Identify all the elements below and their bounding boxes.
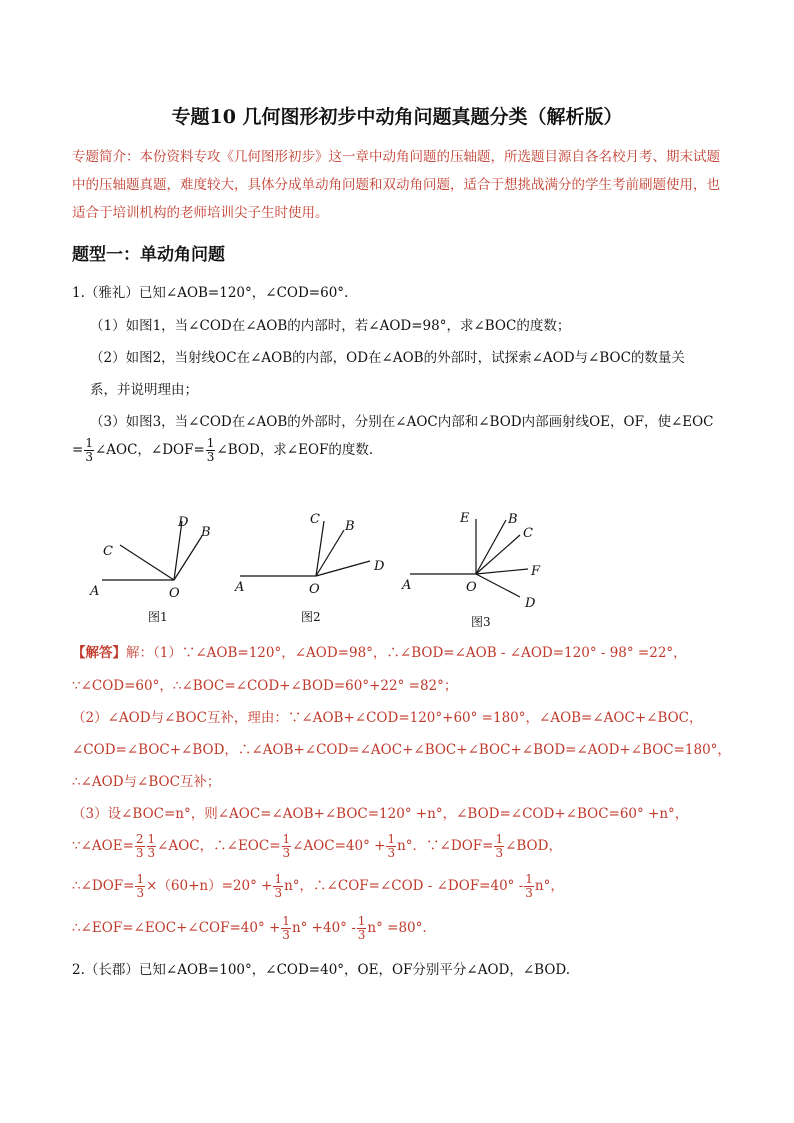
ray-OB — [476, 520, 506, 574]
ray-OB — [174, 536, 202, 580]
text-fragment: 解：（1）∵∠AOB=120°，∠AOD=98°，∴∠BOD=∠AOB - ∠AOD=120° - 98° =22°， — [126, 645, 687, 661]
text-fragment: ∴∠DOF= — [72, 878, 135, 894]
answer-line-4: ∠COD=∠BOC+∠BOD，∴∠AOB+∠COD=∠AOC+∠BOC+∠BOC+∠BOD=∠AOD+∠BOC=180°， — [72, 742, 731, 758]
text-fragment: ×（60+n）=20° + — [146, 878, 273, 894]
question-1-part-3a: （3）如图3，当∠COD在∠AOB的外部时，分别在∠AOC内部和∠BOD内部画射线OE，OF，使∠EOC — [90, 414, 714, 430]
numerator: 1 — [282, 832, 291, 846]
fraction — [147, 833, 157, 860]
numerator: 2 — [135, 832, 144, 846]
label-D: D — [178, 515, 189, 530]
label-A: A — [90, 584, 100, 599]
answer-tag: 【解答】 — [72, 645, 126, 661]
denominator: 3 — [85, 450, 93, 464]
question-1-part-1: （1）如图1，当∠COD在∠AOB的内部时，若∠AOD=98°，求∠BOC的度数； — [90, 318, 571, 334]
label-C: C — [310, 512, 320, 527]
ray-OC — [476, 535, 520, 574]
label-O: O — [466, 580, 477, 595]
text-fragment: ∠BOD， — [505, 838, 562, 854]
fraction — [281, 915, 291, 942]
fraction — [206, 437, 216, 464]
answer-line-3: （2）∠AOD与∠BOC互补，理由：∵∠AOB+∠COD=120°+60° =180°，∠AOB=∠AOC+∠BOC， — [72, 710, 703, 726]
fraction — [84, 437, 94, 464]
label-C: C — [103, 544, 113, 559]
denominator: 3 — [282, 928, 290, 942]
text-fragment: ∠AOC，∠DOF= — [94, 442, 205, 458]
intro-paragraph: 专题简介：本份资料专攻《几何图形初步》这一章中动角问题的压轴题，所选题目源自各名校月考、期末试题中的压轴题真题，难度较大，具体分成单动角问题和双动角问题，适合于想挑战满分的学生考前刷题使用，也适合于培训机构的老师培训尖子生时使用。 — [72, 149, 720, 221]
caption-2: 图2 — [301, 610, 321, 624]
answer-line-5: ∴∠AOD与∠BOC互补； — [72, 774, 221, 790]
question-1-part-2b: 系，并说明理由； — [90, 382, 198, 398]
numerator: 1 — [495, 832, 504, 846]
denominator: 3 — [147, 846, 156, 860]
caption-1: 图1 — [148, 610, 168, 624]
text-fragment: n° +40° - — [291, 920, 356, 936]
denominator: 3 — [525, 886, 533, 900]
answer-line-2: ∵∠COD=60°，∴∠BOC=∠COD+∠BOD=60°+22° =82°； — [72, 678, 458, 694]
label-O: O — [169, 586, 180, 601]
page-title: 专题10 几何图形初步中动角问题真题分类（解析版） — [171, 106, 623, 128]
label-A: A — [235, 580, 245, 595]
text-fragment: = — [72, 442, 84, 458]
numerator: 1 — [206, 436, 215, 450]
denominator: 3 — [136, 886, 145, 900]
question-1-part-2a: （2）如图2，当射线OC在∠AOB的内部，OD在∠AOB的外部时，试探索∠AOD与∠BOC的数量关 — [90, 350, 685, 366]
caption-3: 图3 — [471, 615, 491, 629]
numerator: 1 — [282, 914, 290, 928]
text-fragment: ∴∠EOF=∠EOC+∠COF=40° + — [72, 920, 281, 936]
fraction — [494, 833, 504, 860]
ray-OC — [120, 545, 174, 580]
question-2-stem: 2.（长郡）已知∠AOB=100°，∠COD=40°，OE，OF分别平分∠AOD，∠BOD. — [72, 962, 571, 978]
denominator: 3 — [387, 846, 396, 860]
section-heading: 题型一：单动角问题 — [72, 245, 225, 265]
fraction — [135, 833, 145, 860]
question-1-part-3b — [72, 436, 373, 464]
answer-line-9 — [72, 914, 427, 942]
fraction — [135, 873, 145, 900]
fraction — [357, 915, 367, 942]
label-D: D — [374, 559, 385, 574]
denominator: 3 — [495, 846, 504, 860]
label-O: O — [309, 582, 320, 597]
answer-line-8 — [72, 872, 564, 900]
numerator: 1 — [147, 832, 156, 846]
denominator: 3 — [135, 846, 144, 860]
numerator: 1 — [387, 832, 396, 846]
text-fragment: ∵∠AOE= — [72, 838, 134, 854]
question-1-stem: 1.（雅礼）已知∠AOB=120°，∠COD=60°. — [72, 285, 349, 301]
text-fragment: n° =80°. — [367, 920, 427, 936]
label-D: D — [525, 596, 536, 611]
fraction — [282, 833, 292, 860]
text-fragment: n°，∴∠COF=∠COD - ∠DOF=40° - — [284, 878, 524, 894]
label-B: B — [201, 525, 211, 540]
text-fragment: ∠AOC=40° + — [292, 838, 386, 854]
text-fragment: ∠BOD，求∠EOF的度数. — [216, 442, 374, 458]
fraction — [273, 873, 283, 900]
label-C: C — [523, 526, 533, 541]
text-fragment: n°， — [534, 878, 564, 894]
numerator: 1 — [357, 914, 366, 928]
denominator: 3 — [206, 450, 215, 464]
denominator: 3 — [274, 886, 283, 900]
ray-OF — [476, 569, 528, 574]
text-fragment: n°．∵∠DOF= — [397, 838, 494, 854]
fraction — [524, 873, 534, 900]
label-A: A — [402, 578, 412, 593]
numerator: 1 — [274, 872, 283, 886]
denominator: 3 — [357, 928, 366, 942]
ray-OD — [476, 574, 520, 597]
numerator: 1 — [85, 436, 93, 450]
answer-line-1 — [72, 643, 687, 663]
numerator: 1 — [136, 872, 145, 886]
answer-line-7 — [72, 832, 562, 860]
label-B: B — [508, 512, 518, 527]
numerator: 1 — [525, 872, 533, 886]
label-F: F — [531, 564, 541, 579]
label-E: E — [460, 511, 470, 526]
fraction — [386, 833, 396, 860]
denominator: 3 — [282, 846, 291, 860]
ray-OC — [316, 521, 324, 576]
answer-line-6: （3）设∠BOC=n°，则∠AOC=∠AOB+∠BOC=120° +n°，∠BOD=∠COD+∠BOC=60° +n°， — [72, 806, 689, 822]
label-B: B — [345, 519, 355, 534]
text-fragment: ∠AOC，∴∠EOC= — [157, 838, 281, 854]
figures — [80, 505, 680, 635]
